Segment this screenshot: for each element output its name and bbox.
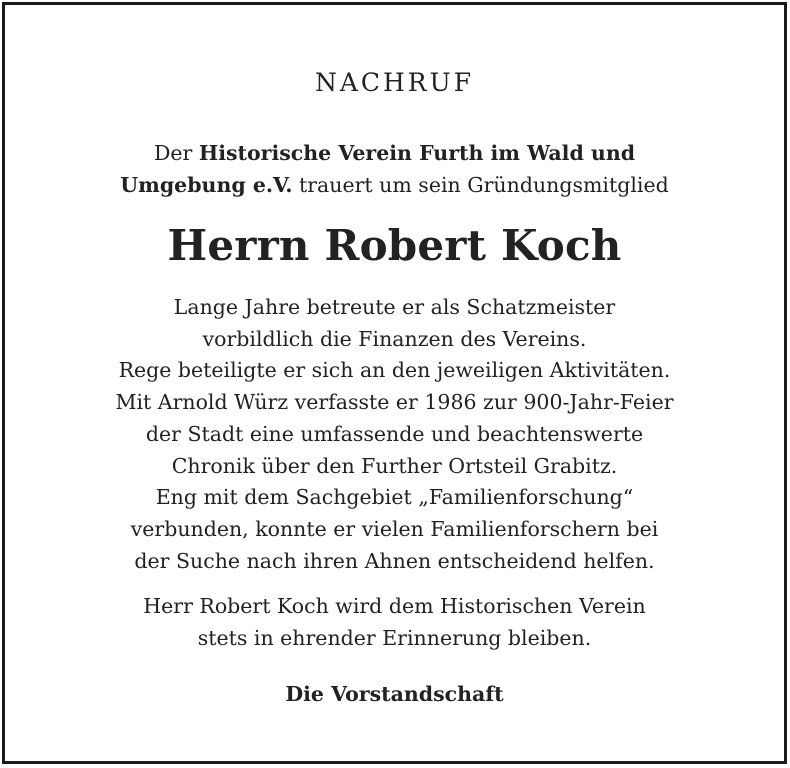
association-name-part-1: Historische Verein Furth im Wald und — [198, 141, 636, 165]
closing-line: stets in ehrender Erinnerung bleiben. — [197, 625, 592, 650]
tribute-line: verbunden, konnte er vielen Familienforschern bei — [130, 516, 659, 541]
tribute-line: Eng mit dem Sachgebiet „Familienforschung“ — [155, 485, 634, 510]
tribute-line: vorbildlich die Finanzen des Vereins. — [202, 326, 587, 351]
tribute-line: Rege beteiligte er sich an den jeweiligen Aktivitäten. — [118, 358, 671, 383]
closing-text — [5, 591, 784, 654]
deceased-name: Herrn Robert Koch — [167, 221, 622, 270]
closing-line: Herr Robert Koch wird dem Historischen Verein — [143, 594, 646, 618]
association-name-part-2: Umgebung e.V. — [120, 173, 293, 197]
tribute-line: Chronik über den Further Ortsteil Grabitz. — [171, 453, 618, 478]
intro-text — [5, 137, 784, 201]
intro-suffix: trauert um sein Gründungsmitglied — [292, 173, 669, 197]
obituary-notice-frame — [2, 2, 787, 764]
signature: Die Vorstandschaft — [285, 682, 504, 706]
tribute-line: Lange Jahre betreute er als Schatzmeister — [173, 295, 616, 319]
intro-prefix: Der — [153, 141, 199, 165]
tribute-line: Mit Arnold Würz verfasste er 1986 zur 900-Jahr-Feier — [115, 390, 674, 415]
tribute-line: der Stadt eine umfassende und beachtenswerte — [145, 421, 644, 446]
intro-line-2 — [5, 169, 784, 201]
tribute-line: der Suche nach ihren Ahnen entscheidend helfen. — [134, 548, 655, 573]
tribute-text — [5, 292, 784, 577]
intro-line-1 — [5, 137, 784, 169]
notice-heading: NACHRUF — [314, 68, 475, 97]
